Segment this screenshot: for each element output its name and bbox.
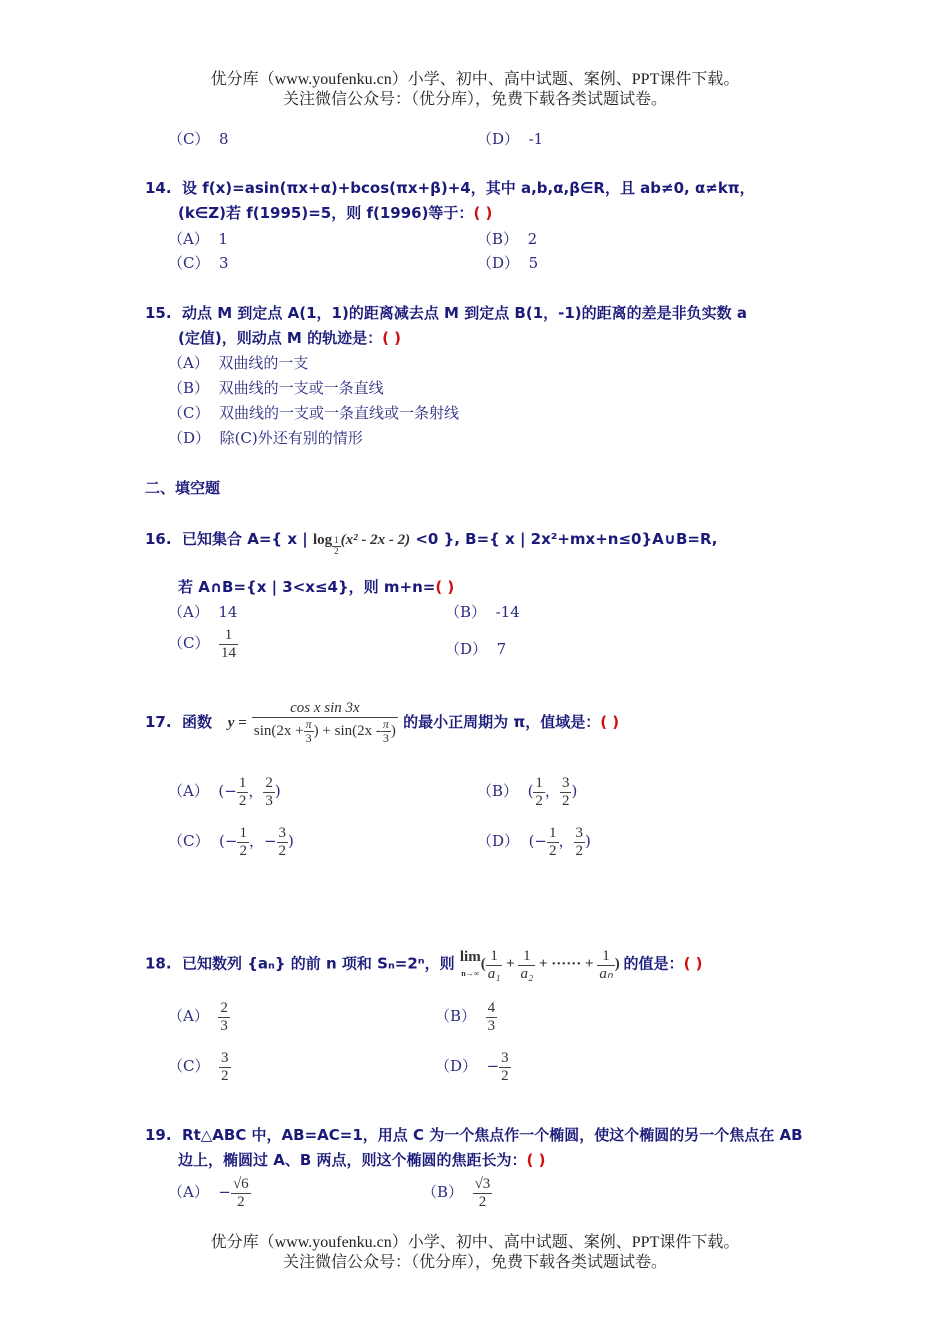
q14-line-1: 14. 设 f(x)=asin(πx+α)+bcos(πx+β)+4，其中 a,b,α,β∈R，且 ab≠0, α≠kπ， (145, 179, 755, 197)
log-expression: log $\frac{1}{2}$ (x² - 2x - 2) (312, 532, 411, 556)
q18-line-1: 18. 已知数列 {aₙ} 的前 n 项和 Sₙ=2ⁿ，则 lim n→∞( $\frac{1}{\text{a₁}}$ + $\frac{1}{\text{a₂}}$ + ······ + $\frac{1}{\text{aₙ}}$ ) 的值是：( ) (145, 948, 703, 982)
q17-line-1: 17. 函数 y = cos x sin 3x sin(2x + $\frac{\pi}{3}$ ) + sin(2x - $\frac{\pi}{3}$ ) 的最小正周期为 π，值域是：( ) (145, 700, 620, 745)
limit-expression: lim n→∞( $\frac{1}{\text{a₁}}$ + $\frac{1}{\text{a₂}}$ + ······ + $\frac{1}{\text{aₙ}}$ ) (459, 948, 624, 982)
q16-option-c: （C） $\frac{1}{14}$ (168, 627, 237, 661)
q13-option-c: （C） 8 (168, 130, 229, 148)
q16-line-1: 16. 已知集合 A={ x | log $\frac{1}{2}$ (x² - 2x - 2) <0 }, B={ x | 2x²+mx+n≤0}A∪B=R, (145, 530, 718, 556)
q19-line-1: 19. Rt△ABC 中，AB=AC=1，用点 C 为一个焦点作一个椭圆，使这个椭圆的另一个焦点在 AB (145, 1126, 803, 1144)
q18-option-b: （B） $\frac{4}{3}$ (435, 1000, 496, 1034)
q18-option-c: （C） $\frac{3}{2}$ (168, 1050, 229, 1084)
header-line-1: 优分库（www.youfenku.cn）小学、初中、高中试题、案例、PPT课件下载。 (210, 71, 740, 88)
q18-option-a: （A） $\frac{2}{3}$ (168, 1000, 228, 1034)
q19-option-b: （B） $\frac{√3}{2}$ (422, 1176, 491, 1210)
q15-line-2: (定值)，则动点 M 的轨迹是：( ) (178, 329, 402, 347)
q17-option-a: （A） (− $\frac{1}{2}$ ， $\frac{2}{3}$ ) (168, 775, 281, 809)
header-line-2: 关注微信公众号：（优分库），免费下载各类试题试卷。 (282, 91, 667, 108)
q14-line-2: (k∈Z)若 f(1995)=5，则 f(1996)等于：( ) (178, 204, 493, 222)
q15-option-a: （A） 双曲线的一支 (168, 354, 309, 372)
q15-option-c: （C） 双曲线的一支或一条直线或一条射线 (168, 404, 460, 422)
q15-option-d: （D） 除(C)外还有别的情形 (168, 429, 363, 447)
q18-option-d: （D） − $\frac{3}{2}$ (435, 1050, 509, 1084)
q16-option-b: （B） -14 (445, 603, 520, 621)
q17-option-b: （B） ( $\frac{1}{2}$ ， $\frac{3}{2}$ ) (477, 775, 578, 809)
q14-option-a: （A） 1 (168, 230, 228, 248)
q17-option-d: （D） (− $\frac{1}{2}$ ， $\frac{3}{2}$ ) (477, 825, 591, 859)
q17-function-fraction: cos x sin 3x sin(2x + $\frac{\pi}{3}$ ) + sin(2x - $\frac{\pi}{3}$ ) (253, 700, 396, 745)
q14-option-d: （D） 5 (477, 254, 539, 272)
q16-option-d: （D） 7 (445, 640, 507, 658)
section-title: 二、填空题 (145, 479, 221, 497)
q15-line-1: 15. 动点 M 到定点 A(1，1)的距离减去点 M 到定点 B(1，-1)的距离的差是非负实数 a (145, 304, 748, 322)
q14-option-b: （B） 2 (477, 230, 538, 248)
q19-line-2: 边上，椭圆过 A、B 两点，则这个椭圆的焦距长为：( ) (178, 1151, 546, 1169)
q16-line-2: 若 A∩B={x | 3<x≤4}，则 m+n=( ) (178, 578, 455, 596)
q19-option-a: （A） − $\frac{√6}{2}$ (168, 1176, 249, 1210)
q17-option-c: （C） (− $\frac{1}{2}$ ，− $\frac{3}{2}$ ) (168, 825, 294, 859)
q16-option-a: （A） 14 (168, 603, 238, 621)
q14-option-c: （C） 3 (168, 254, 229, 272)
q15-option-b: （B） 双曲线的一支或一条直线 (168, 379, 384, 397)
q13-option-d: （D） -1 (477, 130, 544, 148)
footer-line-2: 关注微信公众号：（优分库），免费下载各类试题试卷。 (282, 1254, 667, 1271)
footer-line-1: 优分库（www.youfenku.cn）小学、初中、高中试题、案例、PPT课件下载。 (210, 1234, 740, 1251)
